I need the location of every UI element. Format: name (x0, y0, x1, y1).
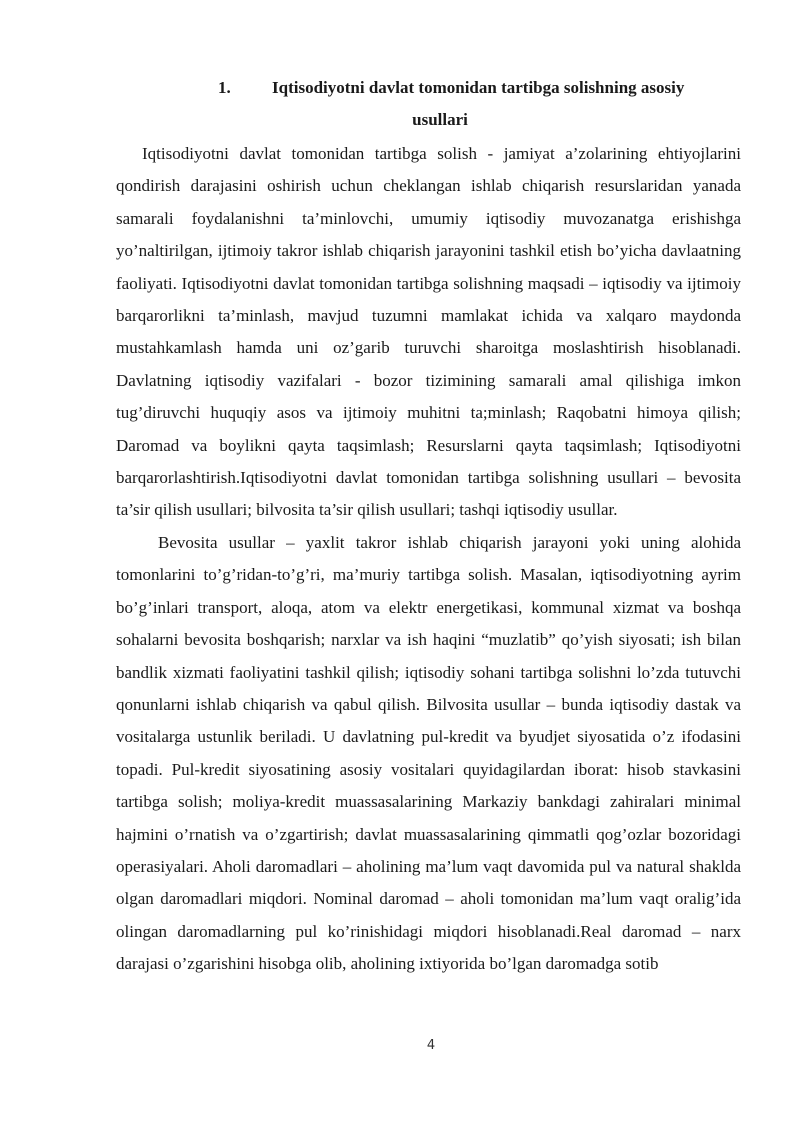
paragraph-methods: Bevosita usullar – yaxlit takror ishlab chiqarish jarayoni yoki uning alohida tomonlarini to’g’ridan-to’g’ri, ma’muriy tartibga solish. Masalan, iqtisodiyotning ayrim bo’g’inlari transport, aloqa, atom va elektr energetikasi, kommunal xizmat va boshqa sohalarni bevosita boshqarish; narxlar va ish haqini “muzlatib” qo’yish siyosati; ish bilan bandlik xizmati faoliyatini tashkil qilish; iqtisodiy sohani tartibga solishni lo’zda tutuvchi qonunlarni ishlab chiqarish va qabul qilish. Bilvosita usullar – bunda iqtisodiy dastak va vositalarga ustunlik beriladi. U davlatning pul-kredit va byudjet siyosatida o’z ifodasini topadi. Pul-kredit siyosatining asosiy vositalari quyidagilardan iborat: hisob stavkasini tartibga solish; moliya-kredit muassasalarining Markaziy bankdagi zahiralari minimal hajmini o’rnatish va o’zgartirish; davlat muassasalarining qimmatli qog’ozlar bozoridagi operasiyalari. Aholi daromadlari – aholining ma’lum vaqt davomida pul va natural shaklda olgan daromadlari miqdori. Nominal daromad – aholi tomonidan ma’lum vaqt oralig’ida olingan daromadlarning pul ko’rinishidagi miqdori hisoblanadi.Real daromad – narx darajasi o’zgarishini hisobga olib, aholining ixtiyorida bo’lgan daromadga sotib (116, 532, 741, 974)
section-title-line1: Iqtisodiyotni davlat tomonidan tartibga solishning asosiy (272, 78, 685, 97)
section-title-line2: usullari (412, 110, 468, 129)
body-text (116, 138, 741, 981)
paragraph-definition: Iqtisodiyotni davlat tomonidan tartibga solish - jamiyat a’zolarining ehtiyojlarini qondirish darajasini oshirish uchun cheklangan ishlab chiqarish resurslaridan yanada samarali foydalanishni ta’minlovchi, umumiy iqtisodiy muvozanatga erishishga yo’naltirilgan, ijtimoiy takror ishlab chiqarish jarayonini tashkil etish bo’yicha davlaatning faoliyati. Iqtisodiyotni davlat tomonidan tartibga solishning maqsadi – iqtisodiy va ijtimoiy barqarorlikni ta’minlash, mavjud tuzumni mamlakat ichida va xalqaro maydonda mustahkamlash hamda uni oz’garib turuvchi sharoitga moslashtirish hisoblanadi. Davlatning iqtisodiy vazifalari - bozor tizimining samarali amal qilishiga imkon tug’diruvchi huquqiy asos va ijtimoiy muhitni ta;minlash; Raqobatni himoya qilish; Daromad va boylikni qayta taqsimlash; Resurslarni qayta taqsimlash; Iqtisodiyotni barqarorlashtirish.Iqtisodiyotni davlat tomonidan tartibga solishning usullari – bevosita ta’sir qilish usullari; bilvosita ta’sir qilish usullari; tashqi iqtisodiy usullar. (116, 144, 741, 520)
section-number: 1. (218, 78, 231, 97)
page-number: 4 (426, 1038, 436, 1053)
